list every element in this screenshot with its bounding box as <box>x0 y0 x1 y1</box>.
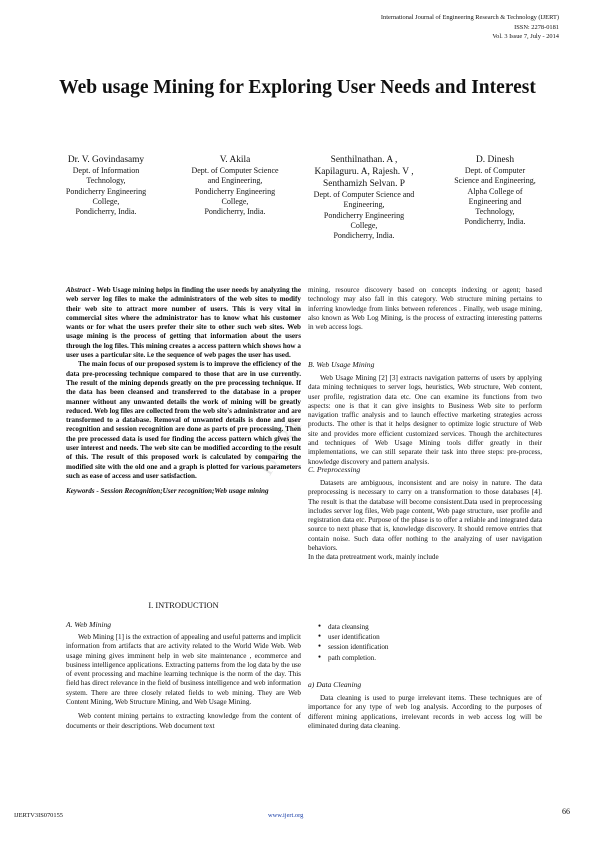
list-item: ● data cleansing <box>318 622 389 632</box>
affiliation-line: Science and Engineering, <box>454 176 536 186</box>
data-cleaning-paragraph: Data cleaning is used to purge irrelevant items. These techniques are of importance for any type of web log analysis. According to the purposes of different mining applications, irrelevant records in web access log will be eliminated during data cleaning. <box>308 694 542 730</box>
journal-name: International Journal of Engineering Research & Technology (IJERT) <box>380 14 559 21</box>
web-content-paragraph: Web content mining pertains to extracting knowledge from the content of documents or their descriptions. Web document text <box>66 712 301 730</box>
author-name: Senthilnathan. A , <box>330 155 398 165</box>
subsection-heading-web-mining: A. Web Mining <box>66 620 112 629</box>
journal-volume: Vol. 3 Issue 7, July - 2014 <box>492 33 559 41</box>
left-column <box>66 286 301 497</box>
author-block-4 <box>437 154 553 228</box>
author-block-1 <box>46 154 166 217</box>
list-item: ● session identification <box>318 642 389 652</box>
affiliation-line: Dept. of Information <box>72 166 140 175</box>
author-block-3 <box>303 154 425 241</box>
affiliation-line: Dept. of Computer Science <box>191 166 279 175</box>
preprocessing-list <box>318 622 389 663</box>
affiliation-line: Technology, <box>86 176 126 186</box>
affiliation-line: Alpha College of <box>467 186 523 196</box>
list-item: ● user identification <box>318 632 389 642</box>
preprocessing-paragraph-2: In the data pretreatment work, mainly include <box>308 553 439 562</box>
affiliation-line: Pondicherry Engineering <box>323 210 405 220</box>
affiliation-line: Pondicherry, India. <box>204 207 266 217</box>
abstract-paragraph-2: The main focus of our proposed system is to improve the efficiency of the data pre-processing technique compared to those that are in use currently. The result of the mining depends greatly on the pre processing technique. If the data has been cleansed and transferred to the database in a proper manner without any unwanted details the work of mining will be greatly reduced. Web log files are collected from the web site's administrator and are transformed to a database. Removal of unwanted details is done and user recognition and session recognition are done as parts of pre processing. Then the pre processed data is used for finding the access pattern which gives the user interest and needs. The web site can be modified according to the result of this. The result of this proposed work is calculated by comparing the modified site with the old one and a graph is plotted for various parameters such as ease of access and user satisfaction. <box>66 360 301 480</box>
keywords: Keywords - Session Recognition;User recognition;Web usage mining <box>66 487 269 496</box>
preprocessing-body <box>308 479 542 563</box>
affiliation-line: Dept. of Computer Science and <box>313 190 415 199</box>
affiliation-line: Pondicherry, India. <box>464 217 526 227</box>
affiliation-line: Pondicherry Engineering <box>194 186 276 196</box>
abstract-text: - Web Usage mining helps in finding the user needs by analyzing the web server log files to make the administrators of the web sites to modify their web site to attract more number of users. This is very vital in commercial sites where the administrator has to know what his customer wants or for what the users prefer their site to other such web sites. Web usage mining is the process of getting that information about the users through the log files. This mining creates a access pattern which shows how a user uses a particular site. i.e the sequence of web pages the user has used. <box>66 286 301 360</box>
affiliation-line: Dept. of Computer <box>464 166 526 175</box>
author-name: V. Akila <box>219 155 251 165</box>
affiliation-line: Pondicherry, India. <box>333 231 395 241</box>
watermark: IJERT <box>252 410 309 480</box>
author-name: D. Dinesh <box>475 155 515 165</box>
affiliation-line: Pondicherry Engineering <box>65 186 147 196</box>
subsection-heading-data-cleaning: a) Data Cleaning <box>308 680 362 689</box>
abstract-label: Abstract <box>66 286 91 294</box>
abstract-paragraph <box>66 286 301 360</box>
web-usage-mining-paragraph: Web Usage Mining [2] [3] extracts navigation patterns of users by applying data mining techniques to server logs, heuristics, Web structure, Web content, user profile, registration data etc. One can examine its functions from two aspects: one is that it can give insights to Business Web site to perform navigation traffic analysis and to launch effective marketing strategies across products. The other is that it helps designer to optimize logic structure of Web site and provides more efficient customized services. Though the architectures and techniques of Web Usage Mining tools differ greatly in their implementations, we can still separate their task into three steps: pre-process, knowledge discovery and pattern analysis. <box>308 374 542 466</box>
affiliation-line: Engineering, <box>343 200 385 210</box>
footer-paper-id: IJERTV3IS070155 <box>14 812 63 819</box>
author-name: Dr. V. Govindasamy <box>67 155 145 165</box>
affiliation-line: College, <box>92 196 120 206</box>
journal-issn: ISSN: 2278-0181 <box>514 23 559 31</box>
left-column-body <box>66 633 301 731</box>
section-heading-introduction: I. INTRODUCTION <box>148 601 219 610</box>
subsection-heading-web-usage-mining: B. Web Usage Mining <box>308 360 375 369</box>
web-mining-paragraph: Web Mining [1] is the extraction of appealing and useful patterns and implicit information from artifacts that are activity related to the World Wide Web. Web usage mining gives imminent help in web site maintenance , ecommerce and business intelligence applications. Extracting patterns from the log data by the use of event processing and machine learning technique is the norm of the day. This field has direct relevance in the field of business intelligence and web information system. There are three closely related fields to web mining. They are Web Content Mining, Web Structure Mining, and Web Usage Mining. <box>66 633 301 707</box>
affiliation-line: Technology, <box>475 207 515 217</box>
footer-website-link[interactable]: www.ijert.org <box>268 812 304 819</box>
affiliation-line: Engineering and <box>468 196 522 206</box>
list-item: ● path completion. <box>318 653 389 663</box>
author-name-line: Senthamizh Selvan. P <box>322 179 406 189</box>
author-name-line: Kapilaguru. A, Rajesh. V , <box>314 167 414 177</box>
page-number: 66 <box>562 807 570 816</box>
subsection-heading-preprocessing: C. Preprocessing <box>308 465 361 474</box>
affiliation-line: and Engineering, <box>207 176 263 186</box>
affiliation-line: College, <box>350 220 378 230</box>
affiliation-line: College, <box>221 196 249 206</box>
preprocessing-paragraph: Datasets are ambiguous, inconsistent and are noisy in nature. The data preprocessing is necessary to carry on a transformation to those databases [4]. The result is that the database will become consistent.Data used in preprocessing includes server log files, Web page content, Web page structure, user profile and registration data etc. Purpose of the phase is to offer a reliable and integrated data source to next phase that is, knowledge discovery. It should remove entries that contain noise. Such data offer nothing to the analyzing of user navigation behaviors. <box>308 479 542 553</box>
paper-title: Web usage Mining for Exploring User Needs and Interest <box>59 77 536 98</box>
journal-header <box>381 13 559 42</box>
right-column-intro: mining, resource discovery based on concepts indexing or agent; based technology may also fall in this category. Web structure mining pertains to inferring knowledge from links between references . Finally, web usage mining, also known as Web Log Mining, is the process of extracting interesting patterns in web access logs. <box>308 286 542 332</box>
affiliation-line: Pondicherry, India. <box>75 207 137 217</box>
author-block-2 <box>175 154 295 217</box>
